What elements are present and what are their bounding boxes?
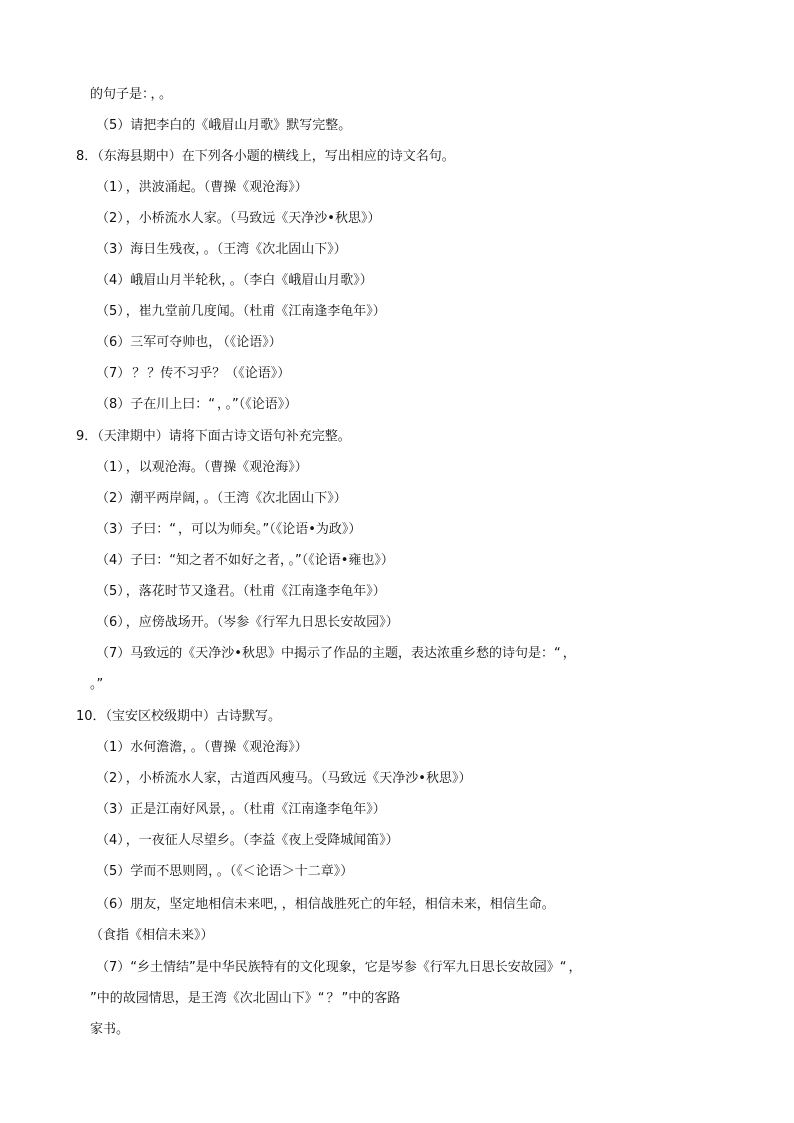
- text: （4）峨眉山月半轮秋，: [96, 273, 228, 288]
- text: ，小桥流水人家。（马致远《天净沙•秋思》）: [125, 211, 381, 226]
- text: ，: [150, 87, 158, 102]
- text: （食指《相信未来》）: [90, 928, 214, 943]
- text: 。（《＜论语＞十二章》）: [216, 864, 354, 879]
- question-7-continued: [0, 84, 794, 106]
- question-8-part-8: [0, 394, 794, 416]
- text: （1）水何澹澹，: [96, 740, 189, 755]
- text: 。”（《论语•雍也》）: [288, 553, 394, 568]
- text: ，: [562, 646, 576, 661]
- text: （5）: [96, 304, 124, 319]
- text: （1）: [96, 460, 124, 475]
- question-10-part-7-continued: [0, 988, 794, 1010]
- question-8-part-3: [0, 239, 794, 261]
- text: （5）请把李白的《峨眉山月歌》默写完整。: [96, 118, 352, 133]
- text: 家书。: [90, 1022, 130, 1037]
- text: ，一夜征人尽望乡。（李益《夜上受降城闻笛》）: [125, 833, 399, 848]
- question-9-part-2: [0, 488, 794, 510]
- question-10-part-6-continued: [0, 925, 794, 947]
- text: 。（王湾《次北固山下》）: [203, 491, 347, 506]
- text: ？传不习乎？（《论语》）: [147, 366, 291, 381]
- text: （5）: [96, 584, 124, 599]
- question-10-title: [0, 706, 794, 728]
- text: （2）: [96, 211, 124, 226]
- question-10-part-4: [0, 830, 794, 852]
- question-8-part-1: [0, 177, 794, 199]
- text: ”中的故园情思，是王湾《次北固山下》“: [90, 991, 325, 1006]
- question-9-part-4: [0, 550, 794, 572]
- text: （3）子曰：“: [96, 522, 177, 537]
- question-10-part-3: [0, 799, 794, 821]
- text: （7）“乡土情结”是中华民族特有的文化现象，它是岑参《行军九日思长安故园》“: [96, 960, 567, 975]
- text: ？: [132, 366, 146, 381]
- text: 。（李白《峨眉山月歌》）: [229, 273, 373, 288]
- text: ，相信战胜死亡的年轻，相信未来，相信生命。: [281, 897, 555, 912]
- text: 10．（宝安区校级期中）古诗默写。: [76, 709, 282, 724]
- text: ，洪波涌起。（曹操《观沧海》）: [125, 180, 308, 195]
- text: ，: [568, 960, 582, 975]
- text: ，落花时节又逢君。（杜甫《江南逢李龟年》）: [125, 584, 386, 599]
- text: （7）: [96, 366, 131, 381]
- text: 。（曹操《观沧海》）: [190, 740, 308, 755]
- text: ，以观沧海。（曹操《观沧海》）: [125, 460, 308, 475]
- question-8-part-5: [0, 301, 794, 323]
- question-8-part-6: [0, 332, 794, 354]
- question-9-part-7: [0, 643, 794, 665]
- text: （2）潮平两岸阔，: [96, 491, 202, 506]
- text: （6）三军可夺帅也，: [96, 335, 222, 350]
- question-9-part-5: [0, 581, 794, 603]
- text: （8）子在川上曰：“: [96, 397, 216, 412]
- text: （2）: [96, 771, 124, 786]
- text: 8．（东海县期中）在下列各小题的横线上，写出相应的诗文名句。: [76, 149, 455, 164]
- text: 。（王湾《次北固山下》）: [203, 242, 347, 257]
- question-9-part-3: [0, 519, 794, 541]
- question-9-title: [0, 426, 794, 448]
- question-8-title: [0, 146, 794, 168]
- question-8-part-4: [0, 270, 794, 292]
- text: （《论语》）: [223, 335, 282, 350]
- question-9-part-1: [0, 457, 794, 479]
- text: （6）朋友，坚定地相信未来吧，: [96, 897, 280, 912]
- text: 。”（《论语》）: [225, 397, 298, 412]
- text: （7）马致远的《天净沙•秋思》中揭示了作品的主题，表达浓重乡愁的诗句是：“: [96, 646, 561, 661]
- text: 9．（天津期中）请将下面古诗文语句补充完整。: [76, 429, 351, 444]
- question-8-part-2: [0, 208, 794, 230]
- question-9-part-6: [0, 612, 794, 634]
- question-8-part-7: [0, 363, 794, 385]
- question-10-part-5: [0, 861, 794, 883]
- text: （1）: [96, 180, 124, 195]
- question-10-part-1: [0, 737, 794, 759]
- question-10-part-6: [0, 894, 794, 916]
- question-10-part-7-end: [0, 1019, 794, 1041]
- text: ，崔九堂前几度闻。（杜甫《江南逢李龟年》）: [125, 304, 386, 319]
- text: ”中的客路: [341, 991, 401, 1006]
- text: ，小桥流水人家，古道西风瘦马。（马致远《天净沙•秋思》）: [125, 771, 472, 786]
- text: 。: [159, 87, 173, 102]
- question-9-part-7-continued: [0, 674, 794, 696]
- text: 。（杜甫《江南逢李龟年》）: [229, 802, 386, 817]
- text: （5）学而不思则罔，: [96, 864, 215, 879]
- text: （3）正是江南好风景，: [96, 802, 228, 817]
- text: ，: [217, 397, 224, 412]
- text: 的句子是：: [90, 87, 149, 102]
- text: （3）海日生残夜，: [96, 242, 202, 257]
- text: （6）: [96, 615, 124, 630]
- text: ，应傍战场开。（岑参《行军九日思长安故园》）: [125, 615, 399, 630]
- text: 。”: [90, 677, 104, 692]
- text: ，可以为师矣。”（《论语•为政》）: [178, 522, 362, 537]
- text: （4）子曰：“知之者不如好之者，: [96, 553, 287, 568]
- question-10-part-2: [0, 768, 794, 790]
- text: （4）: [96, 833, 124, 848]
- text: ？: [326, 991, 340, 1006]
- question-10-part-7: [0, 957, 794, 979]
- question-7-part-5: [0, 115, 794, 137]
